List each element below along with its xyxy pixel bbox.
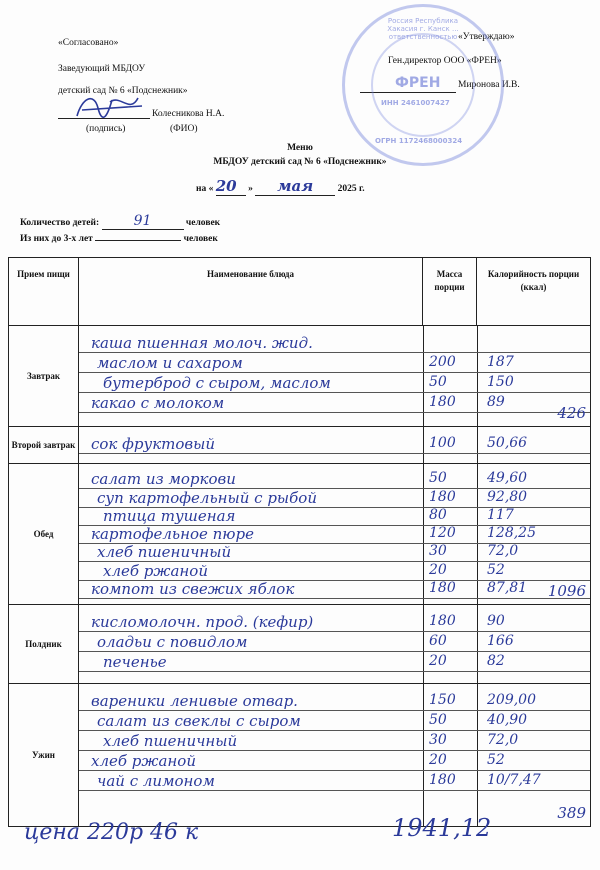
- meal-row-second-breakfast: [9, 427, 591, 464]
- approved-label: «Утверждаю»: [458, 32, 515, 42]
- dish-name: чай с лимоном: [97, 772, 215, 790]
- meal-items: [79, 684, 591, 827]
- menu-subtitle: МБДОУ детский сад № 6 «Подснежник»: [213, 157, 387, 167]
- name-caption: (ФИО): [170, 124, 198, 134]
- dish-kcal: 52: [487, 561, 505, 578]
- children-value: 91: [102, 213, 184, 230]
- date-line: на « 20 » мая 2025 г.: [196, 177, 365, 195]
- dish-mass: 50: [429, 374, 447, 390]
- dish-kcal: 87,81: [487, 580, 528, 596]
- dish-name: печенье: [103, 653, 167, 671]
- under3-count-row: [20, 234, 218, 244]
- dish-kcal: 90: [487, 613, 505, 629]
- dish-mass: 80: [429, 506, 447, 523]
- meal-label: Завтрак: [9, 326, 79, 427]
- meal-label: Обед: [9, 464, 79, 605]
- dish-mass: 150: [429, 692, 456, 708]
- meal-row-breakfast: [9, 326, 591, 427]
- dish-name: вареники ленивые отвар.: [91, 692, 298, 710]
- meal-row-lunch: [9, 464, 591, 605]
- dish-kcal: 40,90: [487, 712, 528, 728]
- dish-mass: 50: [429, 470, 447, 487]
- dish-name: какао с молоком: [91, 394, 225, 412]
- dish-mass: 180: [429, 488, 456, 505]
- dish-mass: 60: [429, 633, 447, 649]
- dish-kcal: 52: [487, 752, 505, 768]
- dish-name: компот из свежих яблок: [91, 580, 295, 598]
- company-stamp: [342, 4, 504, 166]
- signature-scribble: [72, 88, 152, 122]
- table-header-row: [9, 258, 591, 326]
- header-meal: Прием пищи: [9, 258, 79, 326]
- price-note: цена 220р 46 к: [24, 820, 199, 845]
- dish-kcal: 128,25: [487, 525, 536, 542]
- meal-total-kcal: 389: [557, 804, 586, 822]
- dish-mass: 30: [429, 732, 447, 748]
- dish-name: хлеб пшеничный: [97, 543, 232, 562]
- meal-row-dinner: [9, 684, 591, 827]
- meal-items: [79, 605, 591, 684]
- dish-name: оладьи с повидлом: [97, 633, 248, 651]
- dish-kcal: 10/7,47: [487, 772, 541, 788]
- left-name: Колесникова Н.А.: [152, 109, 225, 119]
- dish-kcal: 117: [487, 506, 514, 523]
- children-unit: человек: [185, 218, 221, 228]
- menu-table: [8, 257, 591, 827]
- dish-kcal: 49,60: [487, 470, 528, 487]
- dish-kcal: 150: [487, 374, 514, 390]
- dish-kcal: 166: [487, 633, 514, 649]
- meal-total-kcal: 1096: [547, 582, 586, 600]
- dish-name: бутерброд с сыром, маслом: [103, 374, 331, 392]
- dish-name: маслом и сахаром: [97, 354, 243, 372]
- dish-mass: 180: [429, 394, 456, 410]
- date-day: 20: [216, 177, 246, 196]
- under3-unit: человек: [183, 234, 218, 244]
- dish-kcal: 89: [487, 394, 505, 410]
- dish-mass: 30: [429, 543, 447, 560]
- stamp-ogrn: ОГРН 1172468000324: [375, 137, 463, 145]
- signature-caption: (подпись): [86, 124, 126, 134]
- dish-name: каша пшенная молоч. жид.: [91, 334, 313, 352]
- under3-label: Из них до 3-х лет: [20, 234, 93, 244]
- date-year: 2025 г.: [337, 184, 365, 194]
- dish-kcal: 72,0: [487, 543, 519, 560]
- dish-kcal: 92,80: [487, 488, 528, 505]
- dish-mass: 50: [429, 712, 447, 728]
- dish-mass: 180: [429, 580, 456, 596]
- header-kcal: Калорийность порции (ккал): [477, 258, 591, 326]
- stamp-center-text: ФРЕН: [395, 75, 441, 91]
- dish-name: птица тушеная: [103, 506, 236, 525]
- header-dish: Наименование блюда: [79, 258, 423, 326]
- dish-name: хлеб ржаной: [103, 561, 208, 580]
- left-position: Заведующий МБДОУ: [58, 64, 146, 74]
- menu-title: Меню: [287, 143, 313, 153]
- date-month: мая: [255, 177, 335, 196]
- dish-kcal: 50,66: [487, 435, 528, 451]
- dish-mass: 20: [429, 752, 447, 768]
- agreed-label: «Согласовано»: [58, 38, 119, 48]
- dish-mass: 120: [429, 525, 456, 542]
- dish-kcal: 209,00: [487, 692, 536, 708]
- meal-items: [79, 326, 591, 427]
- header-mass: Масса порции: [423, 258, 477, 326]
- dish-name: хлеб ржаной: [91, 752, 196, 770]
- dish-name: сок фруктовый: [91, 435, 216, 453]
- children-label: Количество детей:: [20, 218, 100, 228]
- stamp-ring-text: Россия Республика Хакасия г. Канск ... ответственностью: [387, 17, 459, 41]
- children-count-row: [20, 213, 220, 230]
- dish-name: салат из свеклы с сыром: [97, 712, 301, 730]
- dish-mass: 100: [429, 435, 456, 451]
- dish-name: кисломолочн. прод. (кефир): [91, 613, 314, 631]
- dish-kcal: 82: [487, 653, 505, 669]
- meal-total-kcal: 426: [557, 404, 586, 422]
- dish-kcal: 72,0: [487, 732, 519, 748]
- meal-items: [79, 427, 591, 464]
- right-position: Ген.директор ООО «ФРЕН»: [388, 56, 502, 66]
- total-kcal-note: 1941,12: [392, 814, 492, 842]
- dish-name: хлеб пшеничный: [103, 732, 238, 750]
- dish-name: салат из моркови: [91, 470, 236, 489]
- stamp-inn: ИНН 2461007427: [381, 99, 450, 107]
- dish-mass: 180: [429, 613, 456, 629]
- meal-row-snack: [9, 605, 591, 684]
- dish-mass: 200: [429, 354, 456, 370]
- dish-kcal: 187: [487, 354, 514, 370]
- under3-value-line: [95, 240, 181, 241]
- meal-items: [79, 464, 591, 605]
- dish-name: картофельное пюре: [91, 525, 254, 544]
- meal-label: Ужин: [9, 684, 79, 827]
- dish-mass: 180: [429, 772, 456, 788]
- meal-label: Полдник: [9, 605, 79, 684]
- dish-name: суп картофельный с рыбой: [97, 488, 317, 507]
- meal-label: Второй завтрак: [9, 427, 79, 464]
- dish-mass: 20: [429, 653, 447, 669]
- left-org: детский сад № 6 «Подснежник»: [58, 86, 188, 96]
- right-name: Миронова И.В.: [458, 80, 520, 90]
- dish-mass: 20: [429, 561, 447, 578]
